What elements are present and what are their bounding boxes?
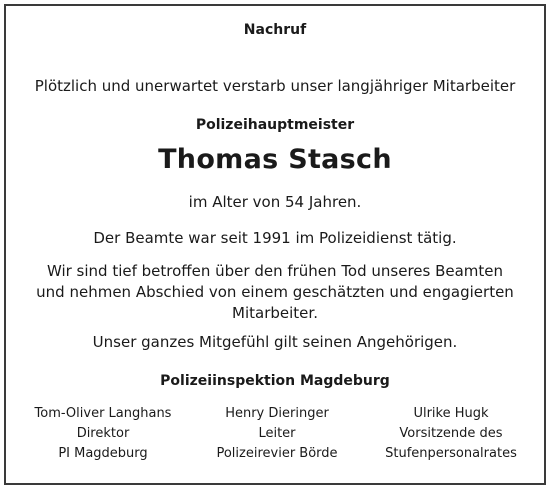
service-text: Der Beamte war seit 1991 im Polizeidienst tätig. [93,229,457,247]
signer-role: Direktor [76,426,130,441]
signer-block [182,404,372,464]
age-text: im Alter von 54 Jahren. [188,193,362,211]
signer-block [8,404,198,464]
signer-name: Henry Dieringer [225,406,329,421]
signer-role: Vorsitzende des [399,426,503,441]
sympathy-text: Unser ganzes Mitgefühl gilt seinen Angehörigen. [92,333,458,351]
farewell-line: Mitarbeiter. [232,304,318,322]
farewell-line: Wir sind tief betroffen über den frühen Tod unseres Beamten [46,262,504,280]
organization-name: Polizeiinspektion Magdeburg [160,373,390,389]
notice-heading: Nachruf [243,22,307,38]
signer-name: Ulrike Hugk [413,406,489,421]
signer-role: Leiter [258,426,296,441]
farewell-paragraph [0,261,550,324]
signers [0,404,550,468]
signer-unit: Polizeirevier Börde [216,446,338,461]
deceased-name: Thomas Stasch [158,144,392,175]
signer-name: Tom-Oliver Langhans [34,406,172,421]
signer-unit: Stufenpersonalrates [385,446,517,461]
signer-unit: PI Magdeburg [58,446,148,461]
intro-text: Plötzlich und unerwartet verstarb unser langjähriger Mitarbeiter [34,77,516,95]
deceased-rank: Polizeihauptmeister [195,117,355,133]
signer-block [356,404,546,464]
farewell-line: und nehmen Abschied von einem geschätzten und engagierten [36,283,514,301]
